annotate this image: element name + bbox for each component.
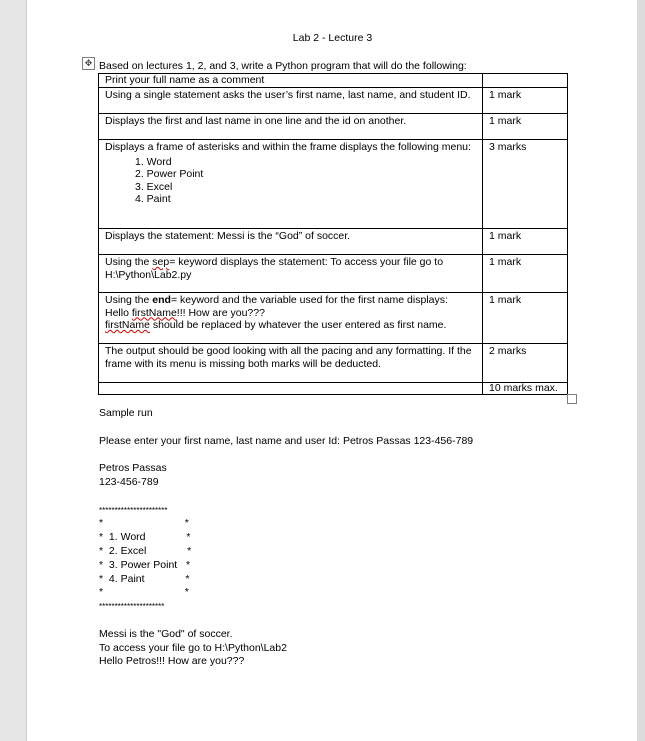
- text-segment: = keyword displays the statement: To access your file go to H:\Python\Lab2.py: [105, 256, 444, 281]
- menu-instruction: Displays a frame of asterisks and within the frame displays the following menu:: [105, 141, 471, 153]
- table-row: [99, 383, 568, 395]
- table-row: [99, 74, 568, 88]
- spellcheck-word[interactable]: firstName: [105, 319, 150, 331]
- frame-line: * *: [99, 517, 189, 530]
- table-cell-mark: 1 mark: [483, 88, 568, 114]
- table-row: [99, 114, 568, 140]
- table-row: [99, 229, 568, 255]
- table-cell-mark: [483, 74, 568, 88]
- text-segment: should be replaced by whatever the user entered as first name.: [149, 319, 447, 331]
- table-row: [99, 140, 568, 229]
- frame-line: * 1. Word *: [99, 531, 191, 544]
- table-cell-mark: 1 mark: [483, 114, 568, 140]
- table-cell-desc: [99, 293, 483, 344]
- text-line: [105, 294, 476, 307]
- menu-list: [135, 156, 476, 206]
- table-row: [99, 255, 568, 293]
- frame-bottom: *********************: [99, 602, 165, 612]
- text-segment: Hello: [105, 306, 132, 319]
- sample-access: To access your file go to H:\Python\Lab2: [99, 641, 287, 654]
- table-cell-mark: 1 mark: [483, 255, 568, 293]
- table-row: [99, 344, 568, 383]
- table-cell-mark: 1 mark: [483, 293, 568, 344]
- spellcheck-word[interactable]: sep: [152, 256, 170, 268]
- list-item: 1. Word: [135, 155, 172, 168]
- document-page: [26, 0, 639, 741]
- keyword-bold: end: [152, 294, 171, 306]
- table-cell-desc: [99, 383, 483, 395]
- frame-line: * *: [99, 586, 189, 599]
- text-segment: Using the: [105, 294, 153, 306]
- table-resize-handle[interactable]: [567, 394, 577, 404]
- table-cell-desc: Print your full name as a comment: [99, 74, 483, 88]
- sample-prompt: Please enter your first name, last name and user Id: Petros Passas 123-456-789: [99, 434, 474, 447]
- list-item: 4. Paint: [135, 193, 171, 205]
- frame-line: * 2. Excel *: [99, 544, 192, 557]
- sample-hello: Hello Petros!!! How are you???: [99, 655, 245, 668]
- intro-text: Based on lectures 1, 2, and 3, write a Python program that will do the following:: [99, 60, 467, 72]
- list-item: 3. Excel: [135, 180, 173, 193]
- sample-name-line: Petros Passas: [99, 462, 167, 475]
- table-cell-mark: 10 marks max.: [483, 383, 568, 395]
- text-line: [105, 319, 476, 332]
- table-row: [99, 88, 568, 114]
- table-cell-desc: Displays the statement: Messi is the “God” of soccer.: [99, 229, 483, 255]
- text-segment: = keyword and the variable used for the first name displays:: [170, 294, 448, 306]
- table-cell-desc: [99, 140, 483, 229]
- table-cell-mark: 1 mark: [483, 229, 568, 255]
- table-move-handle-icon[interactable]: ✥: [82, 57, 95, 70]
- sample-messi: Messi is the "God" of soccer.: [99, 627, 233, 640]
- frame-line: * 4. Paint *: [99, 572, 190, 585]
- table-cell-mark: 3 marks: [483, 140, 568, 229]
- sample-heading: Sample run: [99, 407, 153, 419]
- text-segment: !!! How are you???: [176, 306, 265, 319]
- table-cell-mark: 2 marks: [483, 344, 568, 383]
- frame-line: * 3. Power Point *: [99, 558, 191, 571]
- scroll-gutter: [637, 0, 645, 741]
- frame-top: **********************: [99, 505, 168, 515]
- sample-run: [99, 407, 473, 669]
- text-segment: Using the: [105, 256, 153, 268]
- requirements-table: [98, 73, 568, 395]
- document-title: Lab 2 - Lecture 3: [292, 32, 373, 44]
- table-cell-desc: Using a single statement asks the user’s first name, last name, and student ID.: [99, 88, 483, 114]
- table-row: [99, 293, 568, 344]
- table-cell-desc: The output should be good looking with all the pacing and any formatting. If the frame with its menu is missing both marks will be deducted.: [99, 344, 483, 383]
- table-cell-desc: Displays the first and last name in one line and the id on another.: [99, 114, 483, 140]
- text-line: [105, 307, 476, 320]
- spellcheck-word[interactable]: firstName: [131, 306, 177, 319]
- list-item: 2. Power Point: [135, 168, 204, 180]
- table-cell-desc: [99, 255, 483, 293]
- sample-id-line: 123-456-789: [99, 475, 159, 488]
